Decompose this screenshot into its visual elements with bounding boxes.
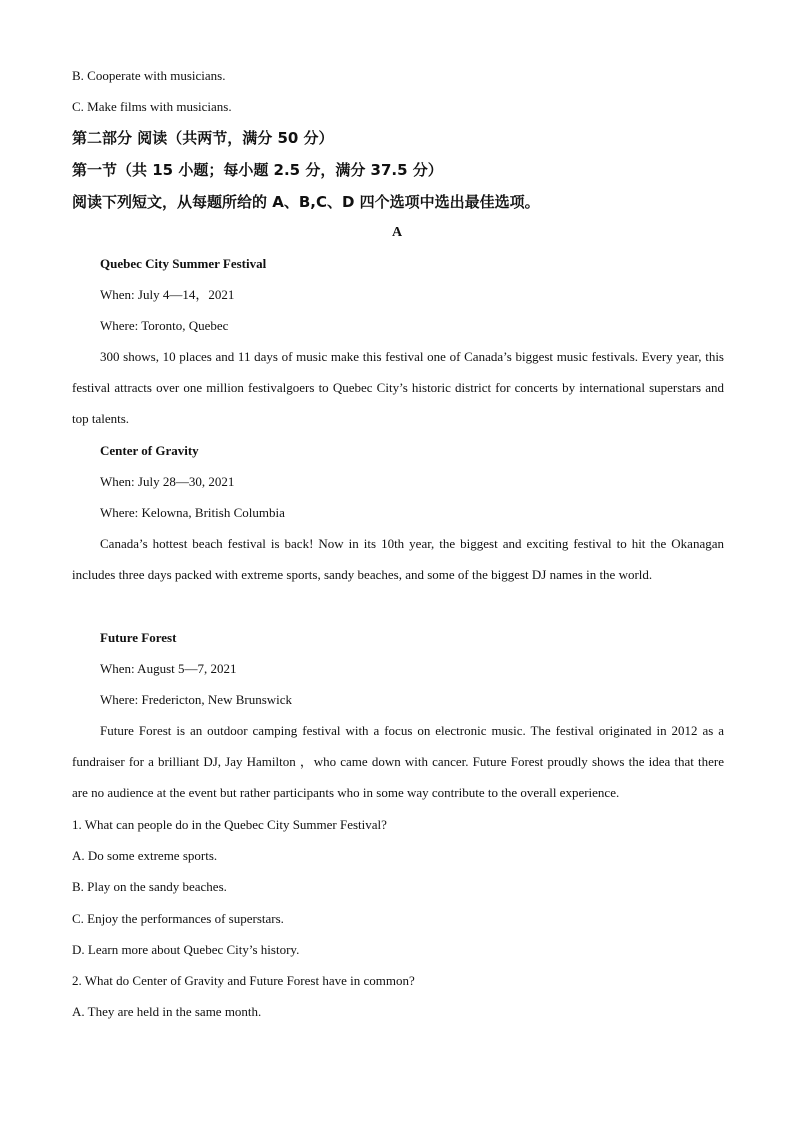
section-heading: 第一节（共 15 小题；每小题 2.5 分，满分 37.5 分） xyxy=(72,161,443,179)
festival-title: Future Forest xyxy=(100,630,177,645)
festival-when: When: August 5—7, 2021 xyxy=(100,661,237,676)
previous-option-b: B. Cooperate with musicians. xyxy=(72,68,226,83)
festival-description: Future Forest is an outdoor camping festival with a focus on electronic music. The festival originated in 2012 as a fundraiser for a brilliant DJ, Jay Hamilton ，who came down with cancer. Future Forest proudly shows the idea that there are no audience at the event but rather participants who in some way contribute to the overall experience. xyxy=(72,723,724,801)
festival-title: Quebec City Summer Festival xyxy=(100,256,267,271)
question-option: B. Play on the sandy beaches. xyxy=(72,879,227,894)
festival-where: Where: Kelowna, British Columbia xyxy=(100,505,285,520)
festival-when: When: July 28—30, 2021 xyxy=(100,474,235,489)
question-option: C. Enjoy the performances of superstars. xyxy=(72,911,284,926)
part-heading: 第二部分 阅读（共两节，满分 50 分） xyxy=(72,129,334,147)
festival-description: Canada’s hottest beach festival is back! Now in its 10th year, the biggest and exciting festival to hit the Okanagan includes three days packed with extreme sports, sandy beaches, and some of the biggest DJ names in the world. xyxy=(72,536,724,583)
instruction: 阅读下列短文，从每题所给的 A、B,C、D 四个选项中选出最佳选项。 xyxy=(72,193,540,211)
festival-title: Center of Gravity xyxy=(100,443,199,458)
question-stem: 2. What do Center of Gravity and Future Forest have in common? xyxy=(72,973,415,988)
festival-when: When: July 4—14，2021 xyxy=(100,287,235,302)
question-option: A. They are held in the same month. xyxy=(72,1004,262,1019)
question-stem: 1. What can people do in the Quebec City Summer Festival? xyxy=(72,817,387,832)
question-option: D. Learn more about Quebec City’s history. xyxy=(72,942,300,957)
festival-where: Where: Toronto, Quebec xyxy=(100,318,229,333)
festival-where: Where: Fredericton, New Brunswick xyxy=(100,692,293,707)
festival-description: 300 shows, 10 places and 11 days of music make this festival one of Canada’s biggest music festivals. Every year, this festival attracts over one million festivalgoers to Quebec City’s historic district for concerts by international superstars and top talents. xyxy=(72,349,724,427)
question-option: A. Do some extreme sports. xyxy=(72,848,218,863)
passage-label: A xyxy=(391,225,403,240)
previous-option-c: C. Make films with musicians. xyxy=(72,99,232,114)
